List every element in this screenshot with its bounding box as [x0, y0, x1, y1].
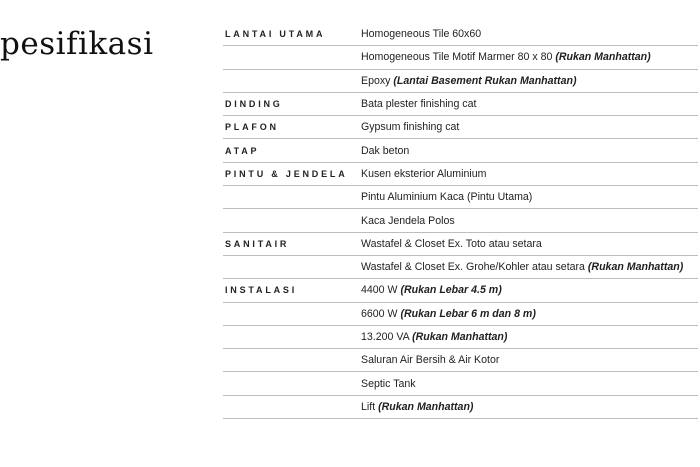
- spec-row: [223, 116, 698, 139]
- spec-value-cell: [361, 372, 698, 395]
- spec-value-text: Septic Tank: [361, 377, 416, 390]
- spec-value-cell: [361, 302, 698, 325]
- spec-value-text: Homogeneous Tile Motif Marmer 80 x 80: [361, 51, 553, 64]
- spec-row: [223, 232, 698, 255]
- spec-note-text: (Rukan Manhattan): [555, 51, 651, 64]
- spec-row: [223, 395, 698, 418]
- spec-value-cell: [361, 232, 698, 255]
- spec-category-label: [223, 209, 361, 232]
- spec-row: [223, 279, 698, 302]
- spec-row: [223, 139, 698, 162]
- spec-value-text: Kusen eksterior Aluminium: [361, 167, 487, 180]
- spec-value-text: Pintu Aluminium Kaca (Pintu Utama): [361, 191, 533, 204]
- spec-category-label: PLAFON: [223, 116, 361, 139]
- spec-category-label: PINTU & JENDELA: [223, 162, 361, 185]
- spec-value-text: Wastafel & Closet Ex. Toto atau setara: [361, 237, 542, 250]
- spec-row: [223, 46, 698, 69]
- spec-note-text: (Rukan Lebar 6 m dan 8 m): [400, 307, 536, 320]
- spec-category-label: [223, 46, 361, 69]
- spec-note-text: (Rukan Manhattan): [412, 331, 508, 343]
- page-title: pesifikasi: [0, 26, 154, 62]
- spec-value-text: Kaca Jendela Polos: [361, 214, 455, 227]
- spec-value-text: Lift: [361, 400, 376, 413]
- spec-note-text: (Rukan Manhattan): [378, 400, 474, 413]
- spec-value-text: Epoxy: [361, 74, 391, 87]
- spec-value-cell: [361, 279, 698, 302]
- spec-value-cell: [361, 395, 698, 418]
- spec-category-label: LANTAI UTAMA: [223, 23, 361, 46]
- spec-row: [223, 325, 698, 348]
- spec-value-cell: [361, 325, 698, 348]
- spec-category-label: [223, 372, 361, 395]
- spec-value-cell: [361, 69, 698, 92]
- spec-value-cell: [361, 23, 698, 46]
- spec-value-cell: [361, 162, 698, 185]
- spec-value-cell: [361, 116, 698, 139]
- spec-category-label: INSTALASI: [223, 279, 361, 302]
- spec-value-text: 6600 W: [361, 307, 398, 320]
- spec-note-text: (Rukan Lebar 4.5 m): [400, 284, 502, 297]
- spec-value-text: 13.200 VA: [361, 331, 410, 343]
- spec-value-cell: [361, 209, 698, 232]
- spec-value-text: Dak beton: [361, 144, 410, 157]
- spec-row: [223, 162, 698, 185]
- spec-value-text: Wastafel & Closet Ex. Grohe/Kohler atau setara: [361, 261, 585, 274]
- spec-row: [223, 92, 698, 115]
- spec-value-cell: [361, 349, 698, 372]
- spec-value-cell: [361, 255, 698, 278]
- spec-value-text: Homogeneous Tile 60x60: [361, 28, 482, 41]
- spec-row: [223, 186, 698, 209]
- spec-value-cell: [361, 46, 698, 69]
- spec-category-label: ATAP: [223, 139, 361, 162]
- spec-row: [223, 209, 698, 232]
- spec-category-label: [223, 255, 361, 278]
- spec-category-label: SANITAIR: [223, 232, 361, 255]
- spec-value-cell: [361, 186, 698, 209]
- spec-category-label: [223, 69, 361, 92]
- spec-row: [223, 302, 698, 325]
- spec-value-text: Bata plester finishing cat: [361, 98, 477, 111]
- spec-category-label: DINDING: [223, 92, 361, 115]
- spec-note-text: (Rukan Manhattan): [587, 261, 684, 274]
- spec-note-text: (Lantai Basement Rukan Manhattan): [393, 74, 577, 87]
- spec-row: [223, 349, 698, 372]
- spec-category-label: [223, 302, 361, 325]
- spec-value-text: 4400 W: [361, 284, 398, 297]
- spec-category-label: [223, 186, 361, 209]
- spec-category-label: [223, 395, 361, 418]
- spec-row: [223, 372, 698, 395]
- spec-table-body: [223, 23, 698, 419]
- spec-category-label: [223, 325, 361, 348]
- spec-row: [223, 23, 698, 46]
- spec-category-label: [223, 349, 361, 372]
- spec-row: [223, 255, 698, 278]
- spec-table: [223, 23, 698, 419]
- spec-value-cell: [361, 139, 698, 162]
- spec-value-cell: [361, 92, 698, 115]
- spec-value-text: Gypsum finishing cat: [361, 121, 460, 134]
- spec-row: [223, 69, 698, 92]
- spec-value-text: Saluran Air Bersih & Air Kotor: [361, 354, 500, 367]
